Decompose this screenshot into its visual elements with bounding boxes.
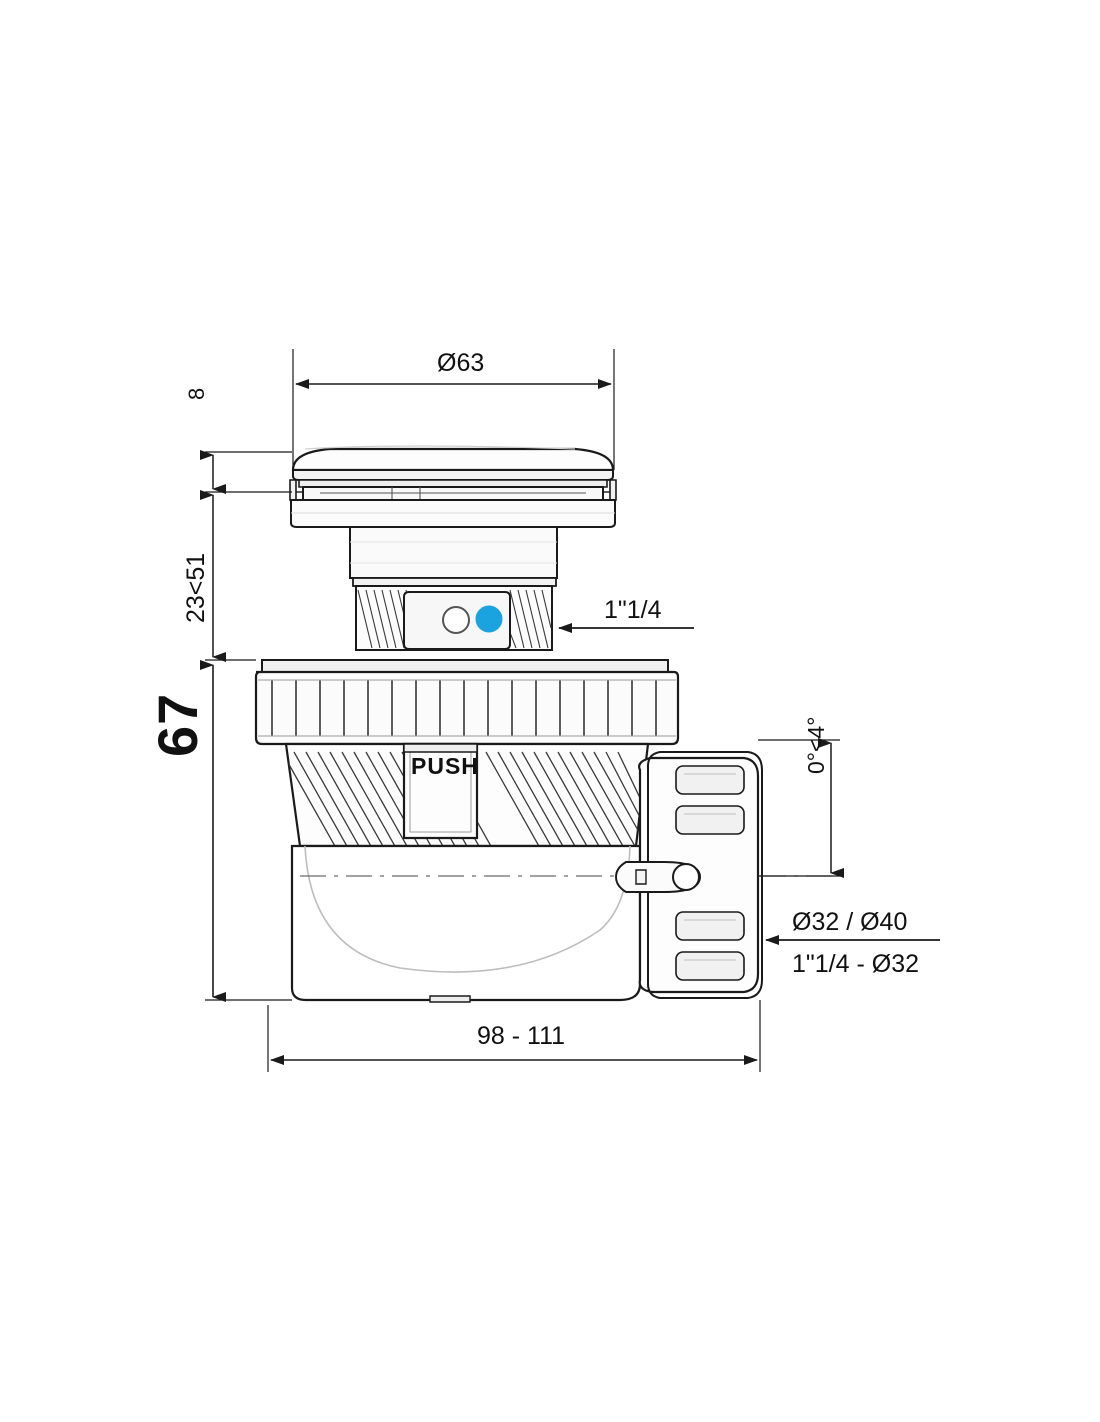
callout-label-top-thread: 1"1/4: [604, 596, 662, 624]
dimension-label-height-range: 23<51: [182, 552, 210, 623]
dimension-label-top-diameter: Ø63: [437, 349, 485, 377]
dimension-label-total-height: 67: [146, 692, 209, 757]
push-button-label: PUSH: [411, 753, 479, 779]
dimension-label-cap-height: 8: [184, 387, 209, 400]
callout-label-outlet-thread: 1"1/4 - Ø32: [792, 950, 920, 978]
callout-label-outlet-diameters: Ø32 / Ø40: [792, 908, 908, 936]
dimension-label-width-range: 98 - 111: [477, 1022, 566, 1050]
dimension-label-angle-range: 0°<4°: [803, 716, 829, 774]
